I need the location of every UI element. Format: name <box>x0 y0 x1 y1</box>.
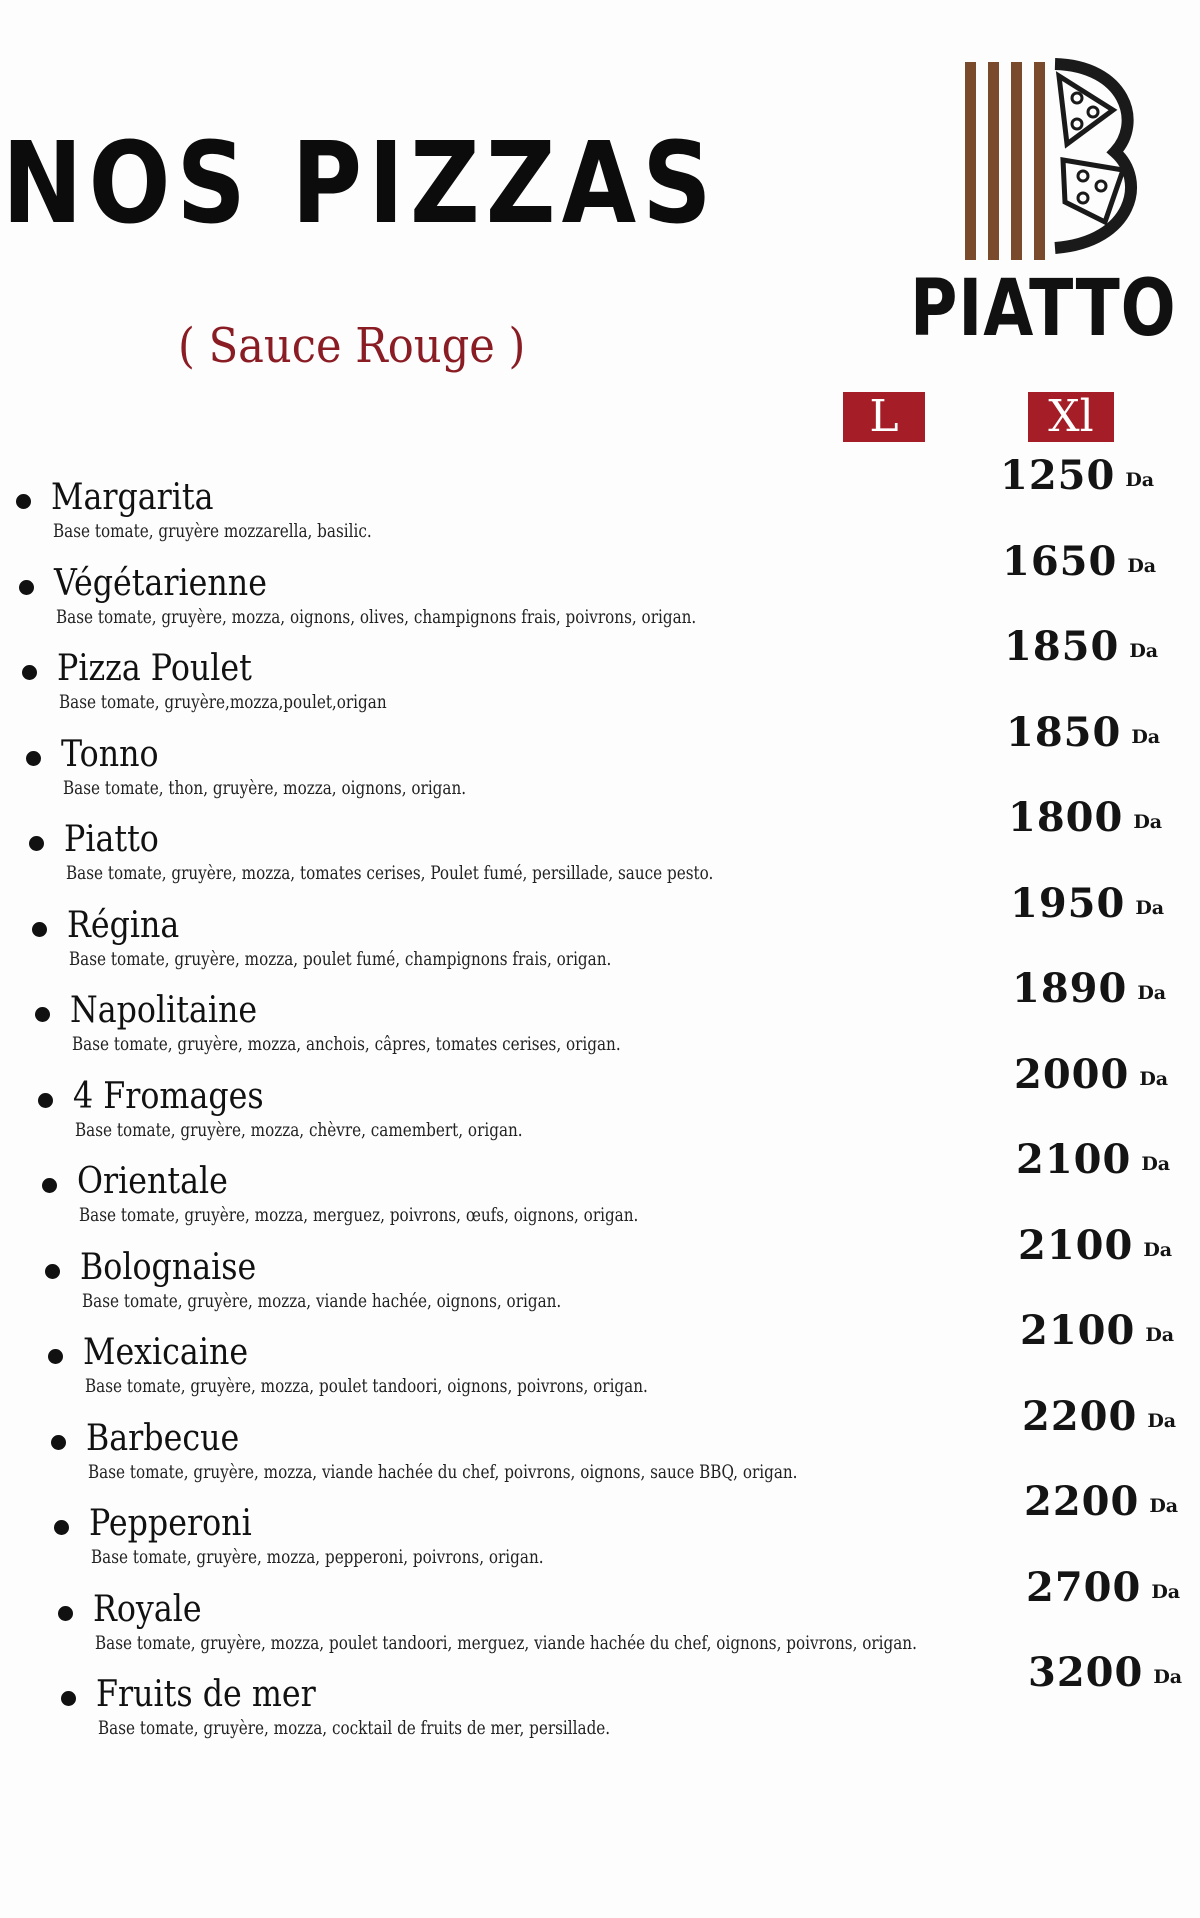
price-xl-value: 2100 <box>1018 1221 1134 1269</box>
pizza-description: Base tomate, gruyère, mozza, cocktail de fruits de mer, persillade. <box>97 1717 610 1739</box>
price-xl <box>1014 1050 1169 1098</box>
pizza-description: Base tomate, gruyère, mozza, viande hachée, oignons, origan. <box>81 1289 562 1312</box>
bullet-icon <box>45 1264 60 1279</box>
pizza-logo-icon <box>955 52 1155 270</box>
price-xl <box>1012 965 1167 1012</box>
price-xl-value: 2200 <box>1024 1478 1140 1525</box>
currency-label: Da <box>1139 1067 1169 1090</box>
price-xl-value: 1250 <box>1000 452 1116 499</box>
currency-label: Da <box>1125 469 1155 491</box>
currency-label: Da <box>1135 896 1165 919</box>
pizza-description: Base tomate, gruyère,mozza,poulet,origan <box>59 691 388 713</box>
price-xl-value: 1890 <box>1012 965 1128 1012</box>
pizza-name: Margarita <box>51 477 214 518</box>
price-xl-value: 2700 <box>1026 1563 1142 1611</box>
price-xl <box>1008 794 1163 841</box>
bullet-icon <box>61 1691 76 1706</box>
price-xl <box>1026 1563 1181 1611</box>
currency-label: Da <box>1131 725 1161 748</box>
price-xl-value: 1800 <box>1008 794 1124 841</box>
pizza-name: Barbecue <box>86 1417 240 1459</box>
price-xl-value: 2200 <box>1022 1392 1138 1440</box>
pizza-description: Base tomate, gruyère, mozza, poulet tandoori, oignons, poivrons, origan. <box>85 1375 648 1397</box>
pizza-name: Végétarienne <box>54 562 268 604</box>
price-xl-value: 2000 <box>1014 1050 1130 1098</box>
bullet-icon <box>54 1520 69 1535</box>
price-xl <box>1024 1478 1179 1525</box>
pizza-name: 4 Fromages <box>73 1075 265 1117</box>
pizza-description: Base tomate, gruyère, mozza, oignons, olives, champignons frais, poivrons, origan. <box>56 605 697 628</box>
size-label-l: L <box>843 392 925 442</box>
page-title: NOS PIZZAS <box>2 119 718 249</box>
price-xl <box>1006 708 1161 756</box>
price-xl <box>1000 452 1155 499</box>
pizza-description: Base tomate, gruyère, mozza, merguez, poivrons, œufs, oignons, origan. <box>78 1204 638 1226</box>
currency-label: Da <box>1151 1580 1181 1603</box>
currency-label: Da <box>1147 1409 1177 1432</box>
bullet-icon <box>26 751 41 766</box>
price-xl-value: 1950 <box>1010 879 1126 927</box>
pizza-description: Base tomate, gruyère, mozza, poulet fumé, champignons frais, origan. <box>69 947 612 970</box>
pizza-description: Base tomate, gruyère, mozza, viande hachée du chef, poivrons, oignons, sauce BBQ, origan. <box>88 1460 798 1483</box>
price-xl <box>1020 1307 1175 1354</box>
pizza-name: Piatto <box>63 819 159 860</box>
currency-label: Da <box>1133 811 1163 833</box>
bullet-icon <box>35 1007 50 1022</box>
price-xl-value: 2100 <box>1016 1136 1132 1183</box>
price-xl <box>1004 623 1159 670</box>
bullet-icon <box>22 665 37 680</box>
currency-label: Da <box>1149 1495 1179 1517</box>
price-xl-value: 3200 <box>1028 1649 1144 1696</box>
bullet-icon <box>42 1178 57 1193</box>
bullet-icon <box>48 1349 63 1364</box>
pizza-name: Orientale <box>76 1161 228 1202</box>
bullet-icon <box>16 494 31 509</box>
pizza-description: Base tomate, gruyère, mozza, anchois, câpres, tomates cerises, origan. <box>72 1033 621 1055</box>
bullet-icon <box>29 836 44 851</box>
currency-label: Da <box>1145 1324 1175 1346</box>
bullet-icon <box>58 1606 73 1621</box>
pizza-name: Royale <box>92 1588 202 1630</box>
price-xl <box>1018 1221 1173 1269</box>
pizza-description: Base tomate, thon, gruyère, mozza, oignons, origan. <box>62 776 466 799</box>
pizza-name: Napolitaine <box>70 990 258 1031</box>
menu-subtitle: ( Sauce Rouge ) <box>178 318 526 374</box>
currency-label: Da <box>1127 554 1157 577</box>
currency-label: Da <box>1137 982 1167 1004</box>
brand-name: PIATTO <box>910 264 1177 354</box>
pizza-description: Base tomate, gruyère, mozza, tomates cerises, Poulet fumé, persillade, sauce pesto. <box>65 862 714 884</box>
price-xl <box>1022 1392 1177 1440</box>
pizza-name: Pizza Poulet <box>57 648 253 689</box>
pizza-description: Base tomate, gruyère mozzarella, basilic. <box>53 520 372 542</box>
pizza-name: Tonno <box>60 733 159 775</box>
bullet-icon <box>51 1435 66 1450</box>
currency-label: Da <box>1141 1153 1171 1175</box>
pizza-description: Base tomate, gruyère, mozza, pepperoni, poivrons, origan. <box>91 1546 544 1568</box>
currency-label: Da <box>1129 640 1159 662</box>
price-xl <box>1028 1649 1183 1696</box>
pizza-name: Régina <box>67 904 180 946</box>
size-label-xl: Xl <box>1028 392 1114 442</box>
price-xl-value: 1850 <box>1006 708 1122 756</box>
price-xl <box>1010 879 1165 927</box>
price-xl-value: 1850 <box>1004 623 1120 670</box>
price-xl <box>1016 1136 1171 1183</box>
currency-label: Da <box>1143 1238 1173 1261</box>
currency-label: Da <box>1153 1666 1183 1688</box>
price-xl-value: 2100 <box>1020 1307 1136 1354</box>
pizza-name: Mexicaine <box>83 1332 249 1373</box>
pizza-name: Fruits de mer <box>95 1674 316 1715</box>
pizza-name: Pepperoni <box>89 1503 253 1544</box>
bullet-icon <box>38 1093 53 1108</box>
price-xl-value: 1650 <box>1002 537 1118 585</box>
bullet-icon <box>19 580 34 595</box>
price-xl <box>1002 537 1157 585</box>
pizza-name: Bolognaise <box>79 1246 257 1288</box>
bullet-icon <box>32 922 47 937</box>
pizza-description: Base tomate, gruyère, mozza, chèvre, camembert, origan. <box>75 1118 524 1141</box>
pizza-description: Base tomate, gruyère, mozza, poulet tandoori, merguez, viande hachée du chef, oignons, poivrons, origan. <box>94 1631 917 1654</box>
